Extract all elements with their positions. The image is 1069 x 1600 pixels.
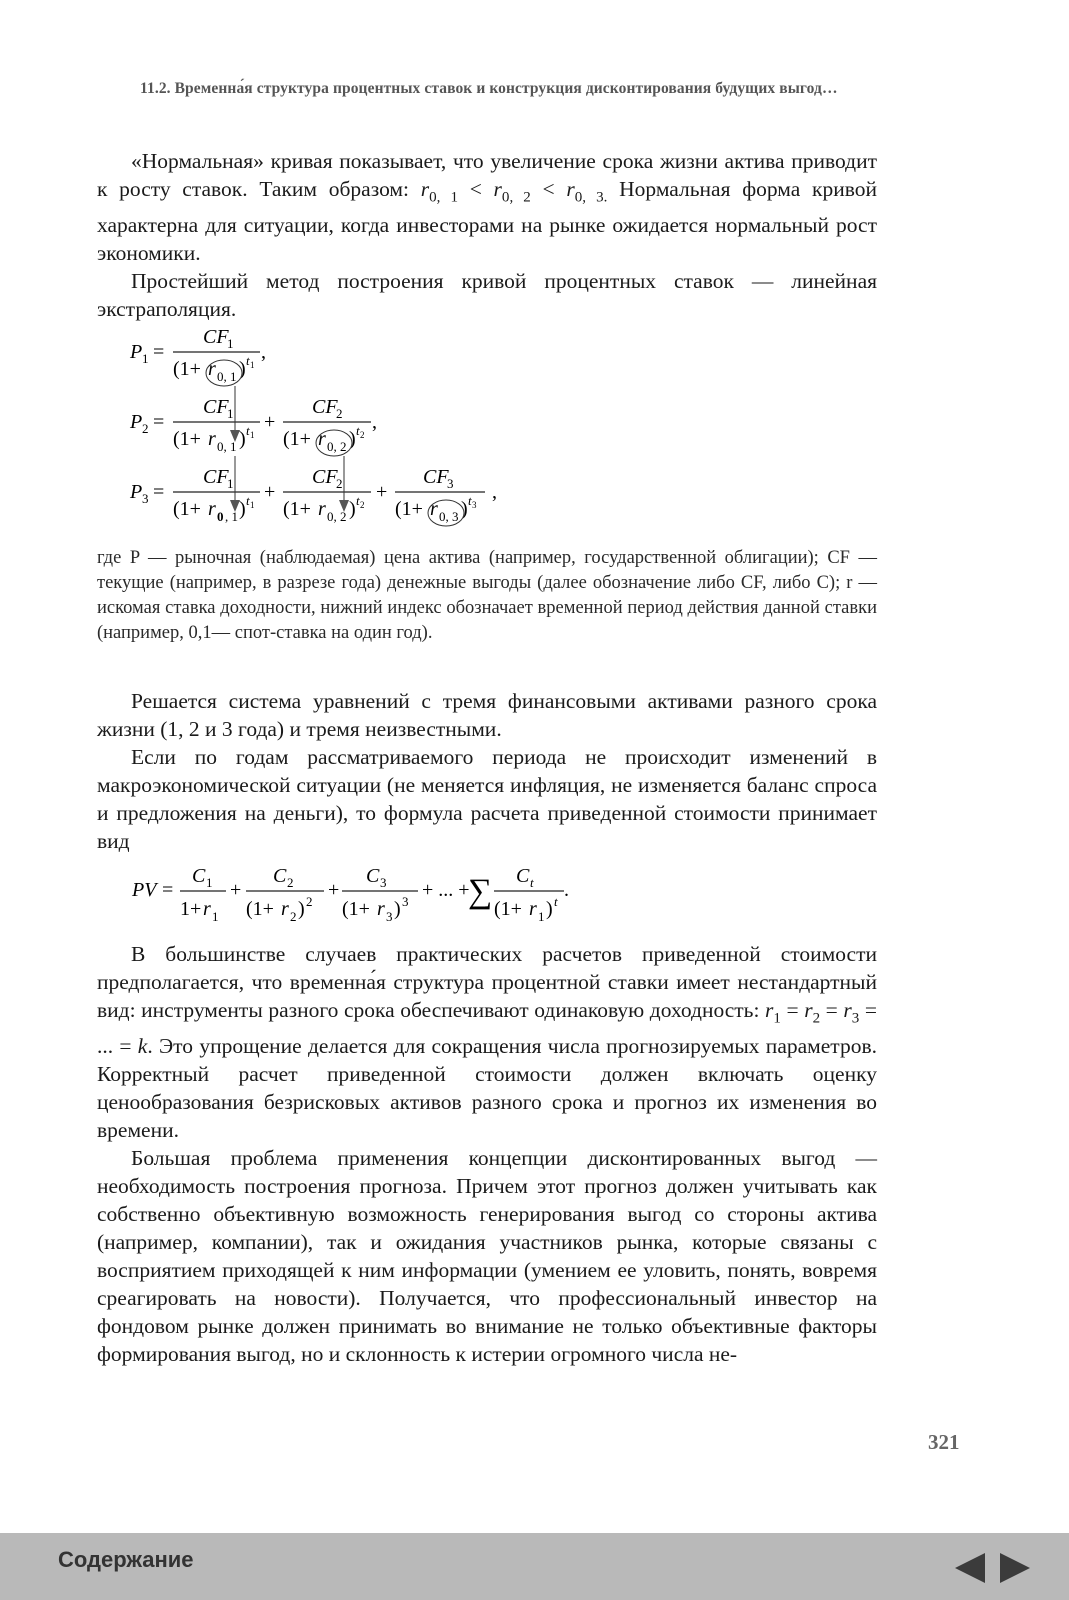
svg-text:+: + xyxy=(264,411,276,433)
paragraph-extrapolation: Простейший метод построения кривой процентных ставок — линейная экстраполяция. xyxy=(97,269,877,322)
svg-text:r: r xyxy=(208,358,216,380)
svg-text:2: 2 xyxy=(360,430,365,440)
svg-text:+: + xyxy=(376,481,388,503)
svg-text:=: = xyxy=(162,879,174,901)
svg-text:1: 1 xyxy=(227,476,234,491)
svg-text:3: 3 xyxy=(402,894,409,909)
svg-text:=: = xyxy=(153,341,165,363)
svg-text:2: 2 xyxy=(290,909,297,924)
svg-text:3: 3 xyxy=(142,491,149,506)
svg-text:2: 2 xyxy=(336,406,343,421)
svg-text:CF: CF xyxy=(312,396,338,418)
bootstrap-equations xyxy=(125,318,525,543)
svg-text:+ ... +: + ... + xyxy=(422,879,470,901)
svg-text:t: t xyxy=(356,423,360,438)
svg-text:1+: 1+ xyxy=(180,898,202,920)
svg-text:0, 2: 0, 2 xyxy=(327,509,347,524)
svg-text:CF: CF xyxy=(203,396,229,418)
svg-text:(1+: (1+ xyxy=(283,428,311,450)
svg-text:+: + xyxy=(264,481,276,503)
svg-text:1: 1 xyxy=(250,500,255,510)
svg-text:t: t xyxy=(246,423,250,438)
svg-text:r: r xyxy=(203,898,211,920)
svg-text:r: r xyxy=(377,898,385,920)
svg-text:): ) xyxy=(394,898,401,920)
svg-text:1: 1 xyxy=(227,336,234,351)
svg-text:∑: ∑ xyxy=(468,873,493,910)
svg-text:): ) xyxy=(298,898,305,920)
svg-text:(1+: (1+ xyxy=(173,498,201,520)
svg-text:3: 3 xyxy=(447,476,454,491)
svg-text:r: r xyxy=(208,498,216,520)
pv-formula xyxy=(128,860,598,935)
svg-text:, 1: , 1 xyxy=(225,509,238,524)
prev-page-button[interactable] xyxy=(955,1553,985,1588)
svg-text:r: r xyxy=(318,498,326,520)
svg-text:C: C xyxy=(273,865,287,887)
svg-text:+: + xyxy=(328,879,340,901)
svg-text:P: P xyxy=(130,411,143,433)
paragraph-pv-intro: Если по годам рассматриваемого периода не происходит изменений в макроэкономической ситуации (не меняется инфляция, не изменяется баланс спроса и предложения на деньги), то формула расчета приведенной стоимости принимает вид xyxy=(97,745,877,853)
paragraph-flat-structure: В большинстве случаев практических расчетов приведенной стоимости предполагается, что временна́я структура процентной ставки имеет нестандартный вид: инструменты разного срока обеспечивают одинаковую доходность: $r_1 = r_2 = r_3$ = ... = k. Это упрощение делается для сокращения числа прогнозируемых параметров. Корректный расчет приведенной стоимости должен включать оценку ценообразования безрисковых активов разного срока и прогноз их изменения во времени. xyxy=(97,942,877,1143)
svg-text:.: . xyxy=(564,879,569,901)
svg-text:=: = xyxy=(153,411,165,433)
svg-text:0, 2: 0, 2 xyxy=(327,439,347,454)
svg-text:1: 1 xyxy=(227,406,234,421)
body-text-middle xyxy=(97,687,877,855)
svg-text:3: 3 xyxy=(472,500,477,510)
svg-text:CF: CF xyxy=(203,466,229,488)
svg-text:,: , xyxy=(372,411,377,433)
svg-text:C: C xyxy=(366,865,380,887)
body-text-bottom xyxy=(97,940,877,1368)
svg-text:2: 2 xyxy=(142,421,149,436)
svg-text:t: t xyxy=(246,493,250,508)
svg-text:0, 1: 0, 1 xyxy=(217,369,237,384)
svg-text:): ) xyxy=(461,498,468,520)
paragraph-system: Решается система уравнений с тремя финансовыми активами разного срока жизни (1, 2 и 3 года) и тремя неизвестными. xyxy=(97,689,877,741)
running-header: 11.2. Временна́я структура процентных ставок и конструкция дисконтирования будущих выгод… xyxy=(140,80,838,97)
svg-text:t: t xyxy=(530,875,534,890)
svg-text:): ) xyxy=(239,358,246,380)
paragraph-normal-curve: «Нормальная» кривая показывает, что увеличение срока жизни актива приводит к росту ставок. Таким образом: $r_{0, 1} < r_{0, 2} < r_{0, 3.}$ Нормальная форма кривой характерна для ситуации, когда инвесторами на рынке ожидается нормальный рост экономики. xyxy=(97,149,877,266)
svg-text:t: t xyxy=(554,894,558,909)
svg-text:,: , xyxy=(492,481,497,503)
rate-inequality: $r_{0, 1} < r_{0, 2} < r_{0, 3.}$ xyxy=(420,177,608,206)
svg-text:C: C xyxy=(516,865,530,887)
navigation-bar xyxy=(0,1533,1069,1600)
svg-text:2: 2 xyxy=(306,894,313,909)
variable-definitions: где P — рыночная (наблюдаемая) цена актива (например, государственной облигации); CF — текущие (например, в разрезе года) денежные выгоды (далее обозначение либо CF, либо C); r — искомая ставка доходности, нижний индекс обозначает временной период действия данной ставки (например, 0,1— спот-ставка на один год). xyxy=(97,548,877,643)
svg-text:r: r xyxy=(318,428,326,450)
svg-text:2: 2 xyxy=(360,500,365,510)
svg-text:): ) xyxy=(239,428,246,450)
svg-text:t: t xyxy=(246,353,250,368)
svg-text:P: P xyxy=(130,341,143,363)
svg-text:+: + xyxy=(230,879,242,901)
triangle-left-icon xyxy=(955,1553,985,1583)
svg-text:): ) xyxy=(239,498,246,520)
svg-text:=: = xyxy=(153,481,165,503)
svg-text:2: 2 xyxy=(287,875,294,890)
page-number: 321 xyxy=(928,1430,960,1454)
svg-text:1: 1 xyxy=(206,875,213,890)
svg-text:): ) xyxy=(349,428,356,450)
svg-text:r: r xyxy=(529,898,537,920)
svg-text:CF: CF xyxy=(312,466,338,488)
svg-text:1: 1 xyxy=(212,909,219,924)
svg-text:0: 0 xyxy=(217,509,224,524)
svg-text:r: r xyxy=(208,428,216,450)
svg-text:r: r xyxy=(281,898,289,920)
triangle-right-icon xyxy=(1000,1553,1030,1583)
next-page-button[interactable] xyxy=(1000,1553,1030,1588)
svg-text:CF: CF xyxy=(203,326,229,348)
svg-text:0, 3: 0, 3 xyxy=(439,509,459,524)
paragraph-forecast: Большая проблема применения концепции дисконтированных выгод — необходимость построения прогноза. Причем этот прогноз должен учитывать как собственно объективную возможность генерирования выгод со стороны актива (например, компании), так и ожидания участников рынка, которые связаны с восприятием приходящей к ним информации (умением ее уловить, понять, вовремя среагировать на новости). Получается, что профессиональный инвестор на фондовом рынке должен принимать во внимание не только объективные факторы формирования выгод, но и склонность к истерии огромного числа не- xyxy=(97,1146,877,1367)
svg-text:2: 2 xyxy=(336,476,343,491)
svg-text:(1+: (1+ xyxy=(283,498,311,520)
equal-rates: $r_1 = r_2 = r_3$ = ... = k xyxy=(97,998,877,1059)
svg-text:t: t xyxy=(356,493,360,508)
svg-text:1: 1 xyxy=(142,351,149,366)
body-text-top xyxy=(97,147,877,323)
svg-text:): ) xyxy=(349,498,356,520)
svg-text:(1+: (1+ xyxy=(395,498,423,520)
svg-text:1: 1 xyxy=(538,909,545,924)
svg-text:P: P xyxy=(130,481,143,503)
svg-text:): ) xyxy=(546,898,553,920)
svg-text:3: 3 xyxy=(386,909,393,924)
svg-text:1: 1 xyxy=(250,430,255,440)
svg-text:,: , xyxy=(261,341,266,363)
svg-text:(1+: (1+ xyxy=(342,898,370,920)
svg-text:CF: CF xyxy=(423,466,449,488)
svg-text:3: 3 xyxy=(380,875,387,890)
svg-text:1: 1 xyxy=(250,360,255,370)
svg-text:(1+: (1+ xyxy=(246,898,274,920)
svg-text:(1+: (1+ xyxy=(173,428,201,450)
svg-text:(1+: (1+ xyxy=(173,358,201,380)
svg-text:0, 1: 0, 1 xyxy=(217,439,237,454)
svg-text:r: r xyxy=(430,498,438,520)
svg-text:t: t xyxy=(468,493,472,508)
contents-link[interactable]: Содержание xyxy=(58,1547,194,1572)
svg-text:PV: PV xyxy=(132,879,157,901)
svg-text:C: C xyxy=(192,865,206,887)
svg-text:(1+: (1+ xyxy=(494,898,522,920)
